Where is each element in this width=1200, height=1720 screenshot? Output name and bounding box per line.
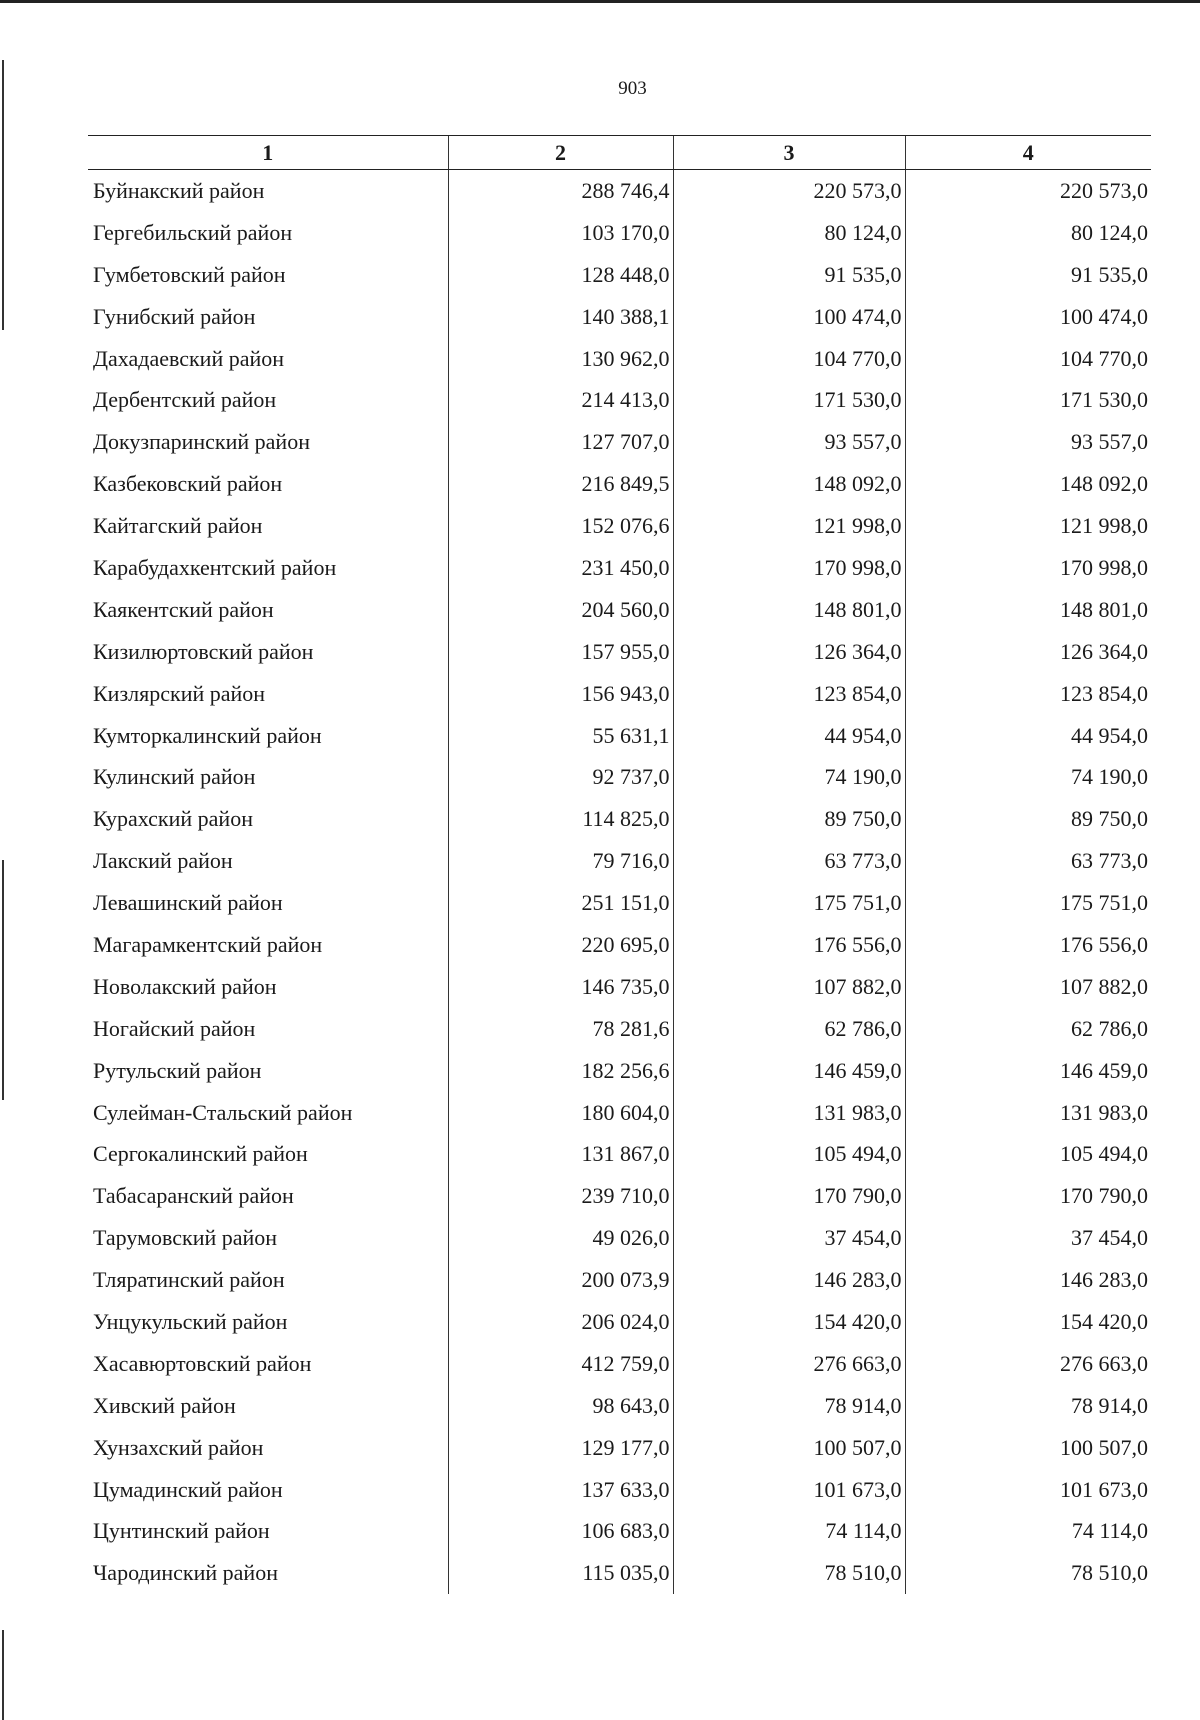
table-row bbox=[88, 882, 1151, 924]
column-2-value: 146 735,0 bbox=[448, 966, 673, 1008]
column-4-value: 91 535,0 bbox=[905, 254, 1151, 296]
column-3-value: 276 663,0 bbox=[673, 1343, 905, 1385]
column-2-value: 78 281,6 bbox=[448, 1008, 673, 1050]
column-2-value: 55 631,1 bbox=[448, 715, 673, 757]
table-row bbox=[88, 1469, 1151, 1511]
column-3-value: 126 364,0 bbox=[673, 631, 905, 673]
column-2-value: 127 707,0 bbox=[448, 421, 673, 463]
column-4-value: 104 770,0 bbox=[905, 338, 1151, 380]
column-2-value: 239 710,0 bbox=[448, 1175, 673, 1217]
district-name-cell: Гергебильский район bbox=[93, 219, 293, 245]
column-3-value: 62 786,0 bbox=[673, 1008, 905, 1050]
column-4-value: 74 190,0 bbox=[905, 756, 1151, 798]
column-3-value: 80 124,0 bbox=[673, 212, 905, 254]
table-row bbox=[88, 1552, 1151, 1594]
table-row bbox=[88, 379, 1151, 421]
district-name-cell: Каякентский район bbox=[93, 596, 274, 622]
district-name-cell: Тляратинский район bbox=[93, 1267, 285, 1293]
table-row bbox=[88, 1343, 1151, 1385]
table-row bbox=[88, 1259, 1151, 1301]
district-name-cell: Чародинский район bbox=[93, 1560, 278, 1586]
column-3-value: 154 420,0 bbox=[673, 1301, 905, 1343]
column-2-value: 220 695,0 bbox=[448, 924, 673, 966]
column-4-value: 78 510,0 bbox=[905, 1552, 1151, 1594]
column-4-value: 126 364,0 bbox=[905, 631, 1151, 673]
district-name-cell: Гумбетовский район bbox=[93, 261, 286, 287]
column-4-value: 105 494,0 bbox=[905, 1133, 1151, 1175]
district-name-cell: Дахадаевский район bbox=[93, 345, 285, 371]
column-2-value: 92 737,0 bbox=[448, 756, 673, 798]
table-body bbox=[88, 170, 1151, 1595]
column-2-value: 103 170,0 bbox=[448, 212, 673, 254]
column-2-value: 131 867,0 bbox=[448, 1133, 673, 1175]
district-name-cell: Кизилюртовский район bbox=[93, 638, 314, 664]
district-name-cell: Гунибский район bbox=[93, 303, 256, 329]
column-3-value: 93 557,0 bbox=[673, 421, 905, 463]
column-2-value: 182 256,6 bbox=[448, 1050, 673, 1092]
district-name-cell: Сулейман-Стальский район bbox=[93, 1099, 353, 1125]
table-row bbox=[88, 505, 1151, 547]
column-2-value: 129 177,0 bbox=[448, 1427, 673, 1469]
column-3-value: 105 494,0 bbox=[673, 1133, 905, 1175]
district-name-cell: Карабудахкентский район bbox=[93, 554, 337, 580]
column-header-4: 4 bbox=[905, 136, 1151, 170]
column-4-value: 170 790,0 bbox=[905, 1175, 1151, 1217]
column-2-value: 206 024,0 bbox=[448, 1301, 673, 1343]
column-2-value: 98 643,0 bbox=[448, 1385, 673, 1427]
column-3-value: 104 770,0 bbox=[673, 338, 905, 380]
column-4-value: 131 983,0 bbox=[905, 1092, 1151, 1134]
column-3-value: 148 801,0 bbox=[673, 589, 905, 631]
table-row bbox=[88, 798, 1151, 840]
column-3-value: 74 190,0 bbox=[673, 756, 905, 798]
header-row bbox=[88, 136, 1151, 170]
column-4-value: 89 750,0 bbox=[905, 798, 1151, 840]
column-4-value: 220 573,0 bbox=[905, 170, 1151, 212]
column-3-value: 220 573,0 bbox=[673, 170, 905, 212]
table-row bbox=[88, 296, 1151, 338]
table-row bbox=[88, 1217, 1151, 1259]
table-row bbox=[88, 338, 1151, 380]
column-4-value: 107 882,0 bbox=[905, 966, 1151, 1008]
table-row bbox=[88, 1385, 1151, 1427]
scan-margin-mark bbox=[2, 860, 4, 1100]
district-name-cell: Кайтагский район bbox=[93, 513, 263, 539]
column-3-value: 171 530,0 bbox=[673, 379, 905, 421]
district-name-cell: Рутульский район bbox=[93, 1057, 262, 1083]
column-4-value: 171 530,0 bbox=[905, 379, 1151, 421]
table-row bbox=[88, 254, 1151, 296]
district-budget-table bbox=[88, 135, 1151, 1594]
district-name-cell: Цунтинский район bbox=[93, 1518, 270, 1544]
district-name-cell: Цумадинский район bbox=[93, 1476, 283, 1502]
column-2-value: 204 560,0 bbox=[448, 589, 673, 631]
district-name-cell: Хунзахский район bbox=[93, 1434, 264, 1460]
column-4-value: 80 124,0 bbox=[905, 212, 1151, 254]
column-3-value: 44 954,0 bbox=[673, 715, 905, 757]
table-row bbox=[88, 924, 1151, 966]
column-3-value: 146 459,0 bbox=[673, 1050, 905, 1092]
column-2-value: 140 388,1 bbox=[448, 296, 673, 338]
column-4-value: 121 998,0 bbox=[905, 505, 1151, 547]
column-4-value: 100 507,0 bbox=[905, 1427, 1151, 1469]
column-2-value: 214 413,0 bbox=[448, 379, 673, 421]
column-4-value: 93 557,0 bbox=[905, 421, 1151, 463]
column-2-value: 114 825,0 bbox=[448, 798, 673, 840]
table-row bbox=[88, 756, 1151, 798]
district-name-cell: Курахский район bbox=[93, 806, 253, 832]
column-4-value: 176 556,0 bbox=[905, 924, 1151, 966]
table-row bbox=[88, 421, 1151, 463]
column-2-value: 288 746,4 bbox=[448, 170, 673, 212]
district-name-cell: Дербентский район bbox=[93, 387, 277, 413]
district-name-cell: Тарумовский район bbox=[93, 1225, 278, 1251]
table-row bbox=[88, 170, 1151, 212]
district-name-cell: Новолакский район bbox=[93, 973, 277, 999]
column-4-value: 276 663,0 bbox=[905, 1343, 1151, 1385]
table-row bbox=[88, 463, 1151, 505]
column-4-value: 44 954,0 bbox=[905, 715, 1151, 757]
district-name-cell: Магарамкентский район bbox=[93, 931, 323, 957]
table-row bbox=[88, 1133, 1151, 1175]
district-name-cell: Хивский район bbox=[93, 1392, 236, 1418]
district-name-cell: Левашинский район bbox=[93, 890, 283, 916]
scan-margin-mark bbox=[2, 1630, 4, 1720]
column-3-value: 170 790,0 bbox=[673, 1175, 905, 1217]
column-3-value: 78 510,0 bbox=[673, 1552, 905, 1594]
district-name-cell: Хасавюртовский район bbox=[93, 1350, 312, 1376]
column-4-value: 154 420,0 bbox=[905, 1301, 1151, 1343]
district-name-cell: Буйнакский район bbox=[93, 177, 265, 203]
column-3-value: 100 474,0 bbox=[673, 296, 905, 338]
district-name-cell: Казбековский район bbox=[93, 471, 283, 497]
page-number: 903 bbox=[618, 78, 647, 99]
column-2-value: 180 604,0 bbox=[448, 1092, 673, 1134]
district-name-cell: Кумторкалинский район bbox=[93, 722, 322, 748]
column-2-value: 106 683,0 bbox=[448, 1511, 673, 1553]
column-4-value: 101 673,0 bbox=[905, 1469, 1151, 1511]
column-4-value: 146 459,0 bbox=[905, 1050, 1151, 1092]
district-name-cell: Сергокалинский район bbox=[93, 1141, 308, 1167]
column-3-value: 146 283,0 bbox=[673, 1259, 905, 1301]
column-header-1: 1 bbox=[88, 136, 448, 170]
table-row bbox=[88, 1511, 1151, 1553]
column-2-value: 216 849,5 bbox=[448, 463, 673, 505]
column-4-value: 63 773,0 bbox=[905, 840, 1151, 882]
column-2-value: 152 076,6 bbox=[448, 505, 673, 547]
column-header-2: 2 bbox=[448, 136, 673, 170]
table-row bbox=[88, 840, 1151, 882]
column-3-value: 123 854,0 bbox=[673, 673, 905, 715]
table-row bbox=[88, 212, 1151, 254]
table-row bbox=[88, 1092, 1151, 1134]
column-2-value: 49 026,0 bbox=[448, 1217, 673, 1259]
column-2-value: 137 633,0 bbox=[448, 1469, 673, 1511]
district-name-cell: Кизлярский район bbox=[93, 680, 266, 706]
column-3-value: 63 773,0 bbox=[673, 840, 905, 882]
column-2-value: 128 448,0 bbox=[448, 254, 673, 296]
district-name-cell: Табасаранский район bbox=[93, 1183, 294, 1209]
column-3-value: 89 750,0 bbox=[673, 798, 905, 840]
table-row bbox=[88, 966, 1151, 1008]
scan-margin-mark bbox=[2, 60, 4, 330]
table-row bbox=[88, 1008, 1151, 1050]
column-2-value: 200 073,9 bbox=[448, 1259, 673, 1301]
top-border-rule bbox=[0, 0, 1200, 3]
column-2-value: 251 151,0 bbox=[448, 882, 673, 924]
column-2-value: 157 955,0 bbox=[448, 631, 673, 673]
table-row bbox=[88, 1175, 1151, 1217]
table-row bbox=[88, 589, 1151, 631]
district-name-cell: Унцукульский район bbox=[93, 1308, 288, 1334]
column-4-value: 37 454,0 bbox=[905, 1217, 1151, 1259]
table-row bbox=[88, 1301, 1151, 1343]
table-row bbox=[88, 631, 1151, 673]
table-row bbox=[88, 547, 1151, 589]
column-3-value: 37 454,0 bbox=[673, 1217, 905, 1259]
column-3-value: 91 535,0 bbox=[673, 254, 905, 296]
district-name-cell: Ногайский район bbox=[93, 1015, 256, 1041]
column-header-3: 3 bbox=[673, 136, 905, 170]
column-4-value: 123 854,0 bbox=[905, 673, 1151, 715]
district-name-cell: Лакский район bbox=[93, 848, 233, 874]
column-2-value: 412 759,0 bbox=[448, 1343, 673, 1385]
column-2-value: 115 035,0 bbox=[448, 1552, 673, 1594]
column-2-value: 79 716,0 bbox=[448, 840, 673, 882]
column-3-value: 131 983,0 bbox=[673, 1092, 905, 1134]
column-3-value: 78 914,0 bbox=[673, 1385, 905, 1427]
column-3-value: 101 673,0 bbox=[673, 1469, 905, 1511]
column-2-value: 156 943,0 bbox=[448, 673, 673, 715]
column-4-value: 146 283,0 bbox=[905, 1259, 1151, 1301]
column-4-value: 100 474,0 bbox=[905, 296, 1151, 338]
column-3-value: 176 556,0 bbox=[673, 924, 905, 966]
column-2-value: 130 962,0 bbox=[448, 338, 673, 380]
column-3-value: 148 092,0 bbox=[673, 463, 905, 505]
column-4-value: 74 114,0 bbox=[905, 1511, 1151, 1553]
column-3-value: 107 882,0 bbox=[673, 966, 905, 1008]
table-row bbox=[88, 673, 1151, 715]
district-name-cell: Кулинский район bbox=[93, 764, 256, 790]
table-row bbox=[88, 1050, 1151, 1092]
table-row bbox=[88, 1427, 1151, 1469]
column-2-value: 231 450,0 bbox=[448, 547, 673, 589]
column-4-value: 148 801,0 bbox=[905, 589, 1151, 631]
column-3-value: 74 114,0 bbox=[673, 1511, 905, 1553]
table-row bbox=[88, 715, 1151, 757]
column-4-value: 62 786,0 bbox=[905, 1008, 1151, 1050]
column-3-value: 170 998,0 bbox=[673, 547, 905, 589]
column-4-value: 78 914,0 bbox=[905, 1385, 1151, 1427]
column-3-value: 121 998,0 bbox=[673, 505, 905, 547]
column-4-value: 175 751,0 bbox=[905, 882, 1151, 924]
column-4-value: 170 998,0 bbox=[905, 547, 1151, 589]
column-4-value: 148 092,0 bbox=[905, 463, 1151, 505]
column-3-value: 175 751,0 bbox=[673, 882, 905, 924]
table-header bbox=[88, 136, 1151, 170]
column-3-value: 100 507,0 bbox=[673, 1427, 905, 1469]
district-name-cell: Докузпаринский район bbox=[93, 429, 310, 455]
